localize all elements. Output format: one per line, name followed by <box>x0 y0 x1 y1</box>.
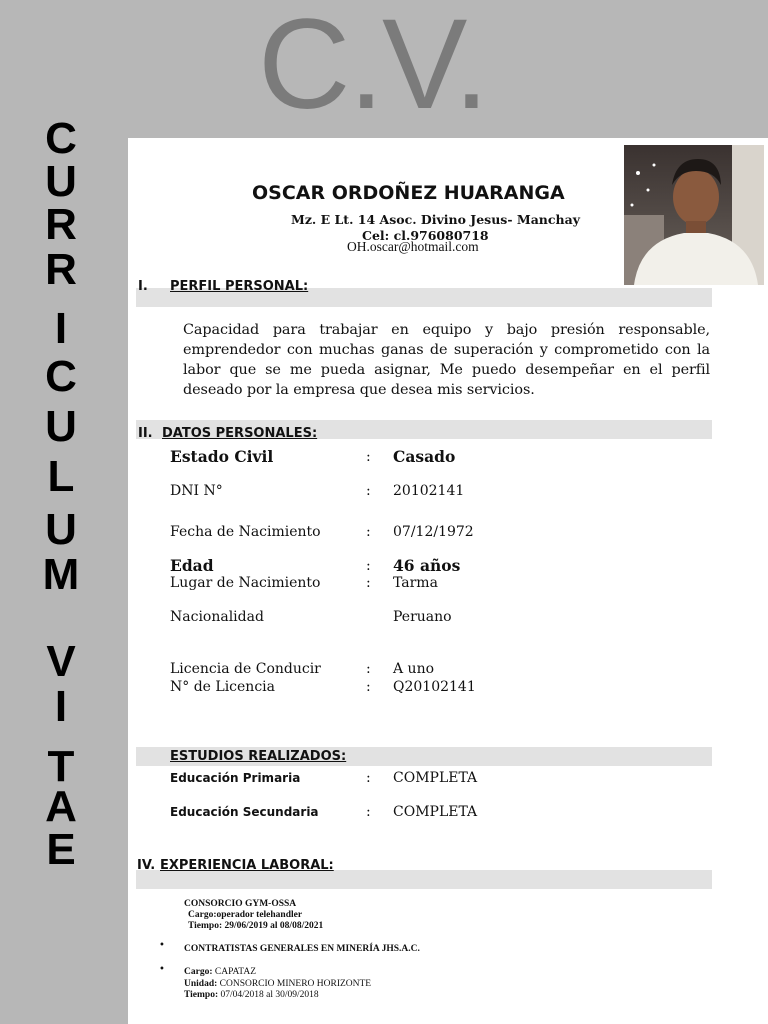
vertical-letter: V <box>46 637 76 686</box>
estudios-value: COMPLETA <box>393 770 478 786</box>
section-title-perfil: PERFIL PERSONAL: <box>170 279 309 294</box>
vertical-letter: U <box>45 402 77 451</box>
person-email[interactable]: OH.oscar@hotmail.com <box>347 239 479 254</box>
perfil-text: Capacidad para trabajar en equipo y bajo presión responsable, emprendedor con muchas ganas de superación y comprometido con la labor que se me pueda asignar, Me puedo desempeñar en el perfil deseado por la empresa que desea mis servicios. <box>183 322 710 398</box>
estudios-label: Educación Secundaria <box>170 805 319 819</box>
section-title-estudios: ESTUDIOS REALIZADOS: <box>170 749 347 764</box>
datos-label: Edad <box>170 556 214 575</box>
datos-value: Tarma <box>393 575 438 591</box>
datos-label: DNI N° <box>170 483 223 499</box>
vertical-letter: R <box>45 245 77 294</box>
profile-photo <box>624 145 764 285</box>
estudios-value: COMPLETA <box>393 804 478 820</box>
person-address: Mz. E Lt. 14 Asoc. Divino Jesus- Manchay <box>291 212 580 227</box>
datos-label: Fecha de Nacimiento <box>170 524 321 540</box>
job3-unidad: Unidad: CONSORCIO MINERO HORIZONTE <box>184 979 372 989</box>
estudios-separator: : <box>366 770 371 786</box>
bullet-icon: • <box>159 940 165 951</box>
vertical-letter: C <box>45 114 77 163</box>
vertical-letter: A <box>45 782 77 831</box>
datos-separator: : <box>366 524 371 540</box>
job1-tiempo: Tiempo: 29/06/2019 al 08/08/2021 <box>188 921 324 931</box>
section-number-experiencia: IV. <box>137 858 156 873</box>
datos-label: Estado Civil <box>170 447 274 466</box>
vertical-letter: I <box>54 682 68 731</box>
job1-cargo: Cargo:operador telehandler <box>188 910 303 920</box>
datos-value: A uno <box>393 661 435 677</box>
bullet-icon: • <box>159 964 165 975</box>
estudios-separator: : <box>366 804 371 820</box>
job3-cargo: Cargo: CAPATAZ <box>184 967 256 977</box>
datos-value: Casado <box>393 447 456 466</box>
vertical-letter: I <box>54 304 68 353</box>
datos-value: Q20102141 <box>393 679 476 695</box>
vertical-letter: E <box>46 825 76 874</box>
datos-label: Lugar de Nacimiento <box>170 575 321 591</box>
datos-value: 20102141 <box>393 483 465 499</box>
estudios-label: Educación Primaria <box>170 771 301 785</box>
section-title-experiencia: EXPERIENCIA LABORAL: <box>160 858 334 873</box>
datos-value: Peruano <box>393 609 452 625</box>
vertical-letter: C <box>45 352 77 401</box>
datos-separator: : <box>366 483 371 499</box>
datos-separator: : <box>366 575 371 591</box>
vertical-letter: R <box>45 200 77 249</box>
vertical-letter: U <box>45 505 77 554</box>
vertical-letter: U <box>45 157 77 206</box>
vertical-letter: M <box>42 550 80 599</box>
datos-value: 07/12/1972 <box>393 524 474 540</box>
person-name: OSCAR ORDOÑEZ HUARANGA <box>252 182 565 204</box>
datos-value: 46 años <box>393 556 461 575</box>
datos-label: Licencia de Conducir <box>170 661 321 677</box>
job1-company: CONSORCIO GYM-OSSA <box>184 899 297 909</box>
cv-title: C.V. <box>258 0 488 136</box>
job3-tiempo: Tiempo: 07/04/2018 al 30/09/2018 <box>184 990 319 1000</box>
datos-separator: : <box>366 661 371 677</box>
section-number-perfil: I. <box>138 279 148 294</box>
datos-label: Nacionalidad <box>170 609 264 625</box>
datos-label: N° de Licencia <box>170 679 275 695</box>
profile-photo-image <box>624 145 764 285</box>
datos-separator: : <box>366 679 371 695</box>
vertical-letter: T <box>47 742 75 791</box>
section-title-datos: DATOS PERSONALES: <box>162 426 318 441</box>
person-phone: Cel: cl.976080718 <box>362 228 489 243</box>
job2-company: CONTRATISTAS GENERALES EN MINERÍA JHS.A.C. <box>184 944 420 954</box>
vertical-letter: L <box>47 452 75 501</box>
datos-separator: : <box>366 558 371 574</box>
datos-separator: : <box>366 449 371 465</box>
section-number-datos: II. <box>138 426 153 441</box>
